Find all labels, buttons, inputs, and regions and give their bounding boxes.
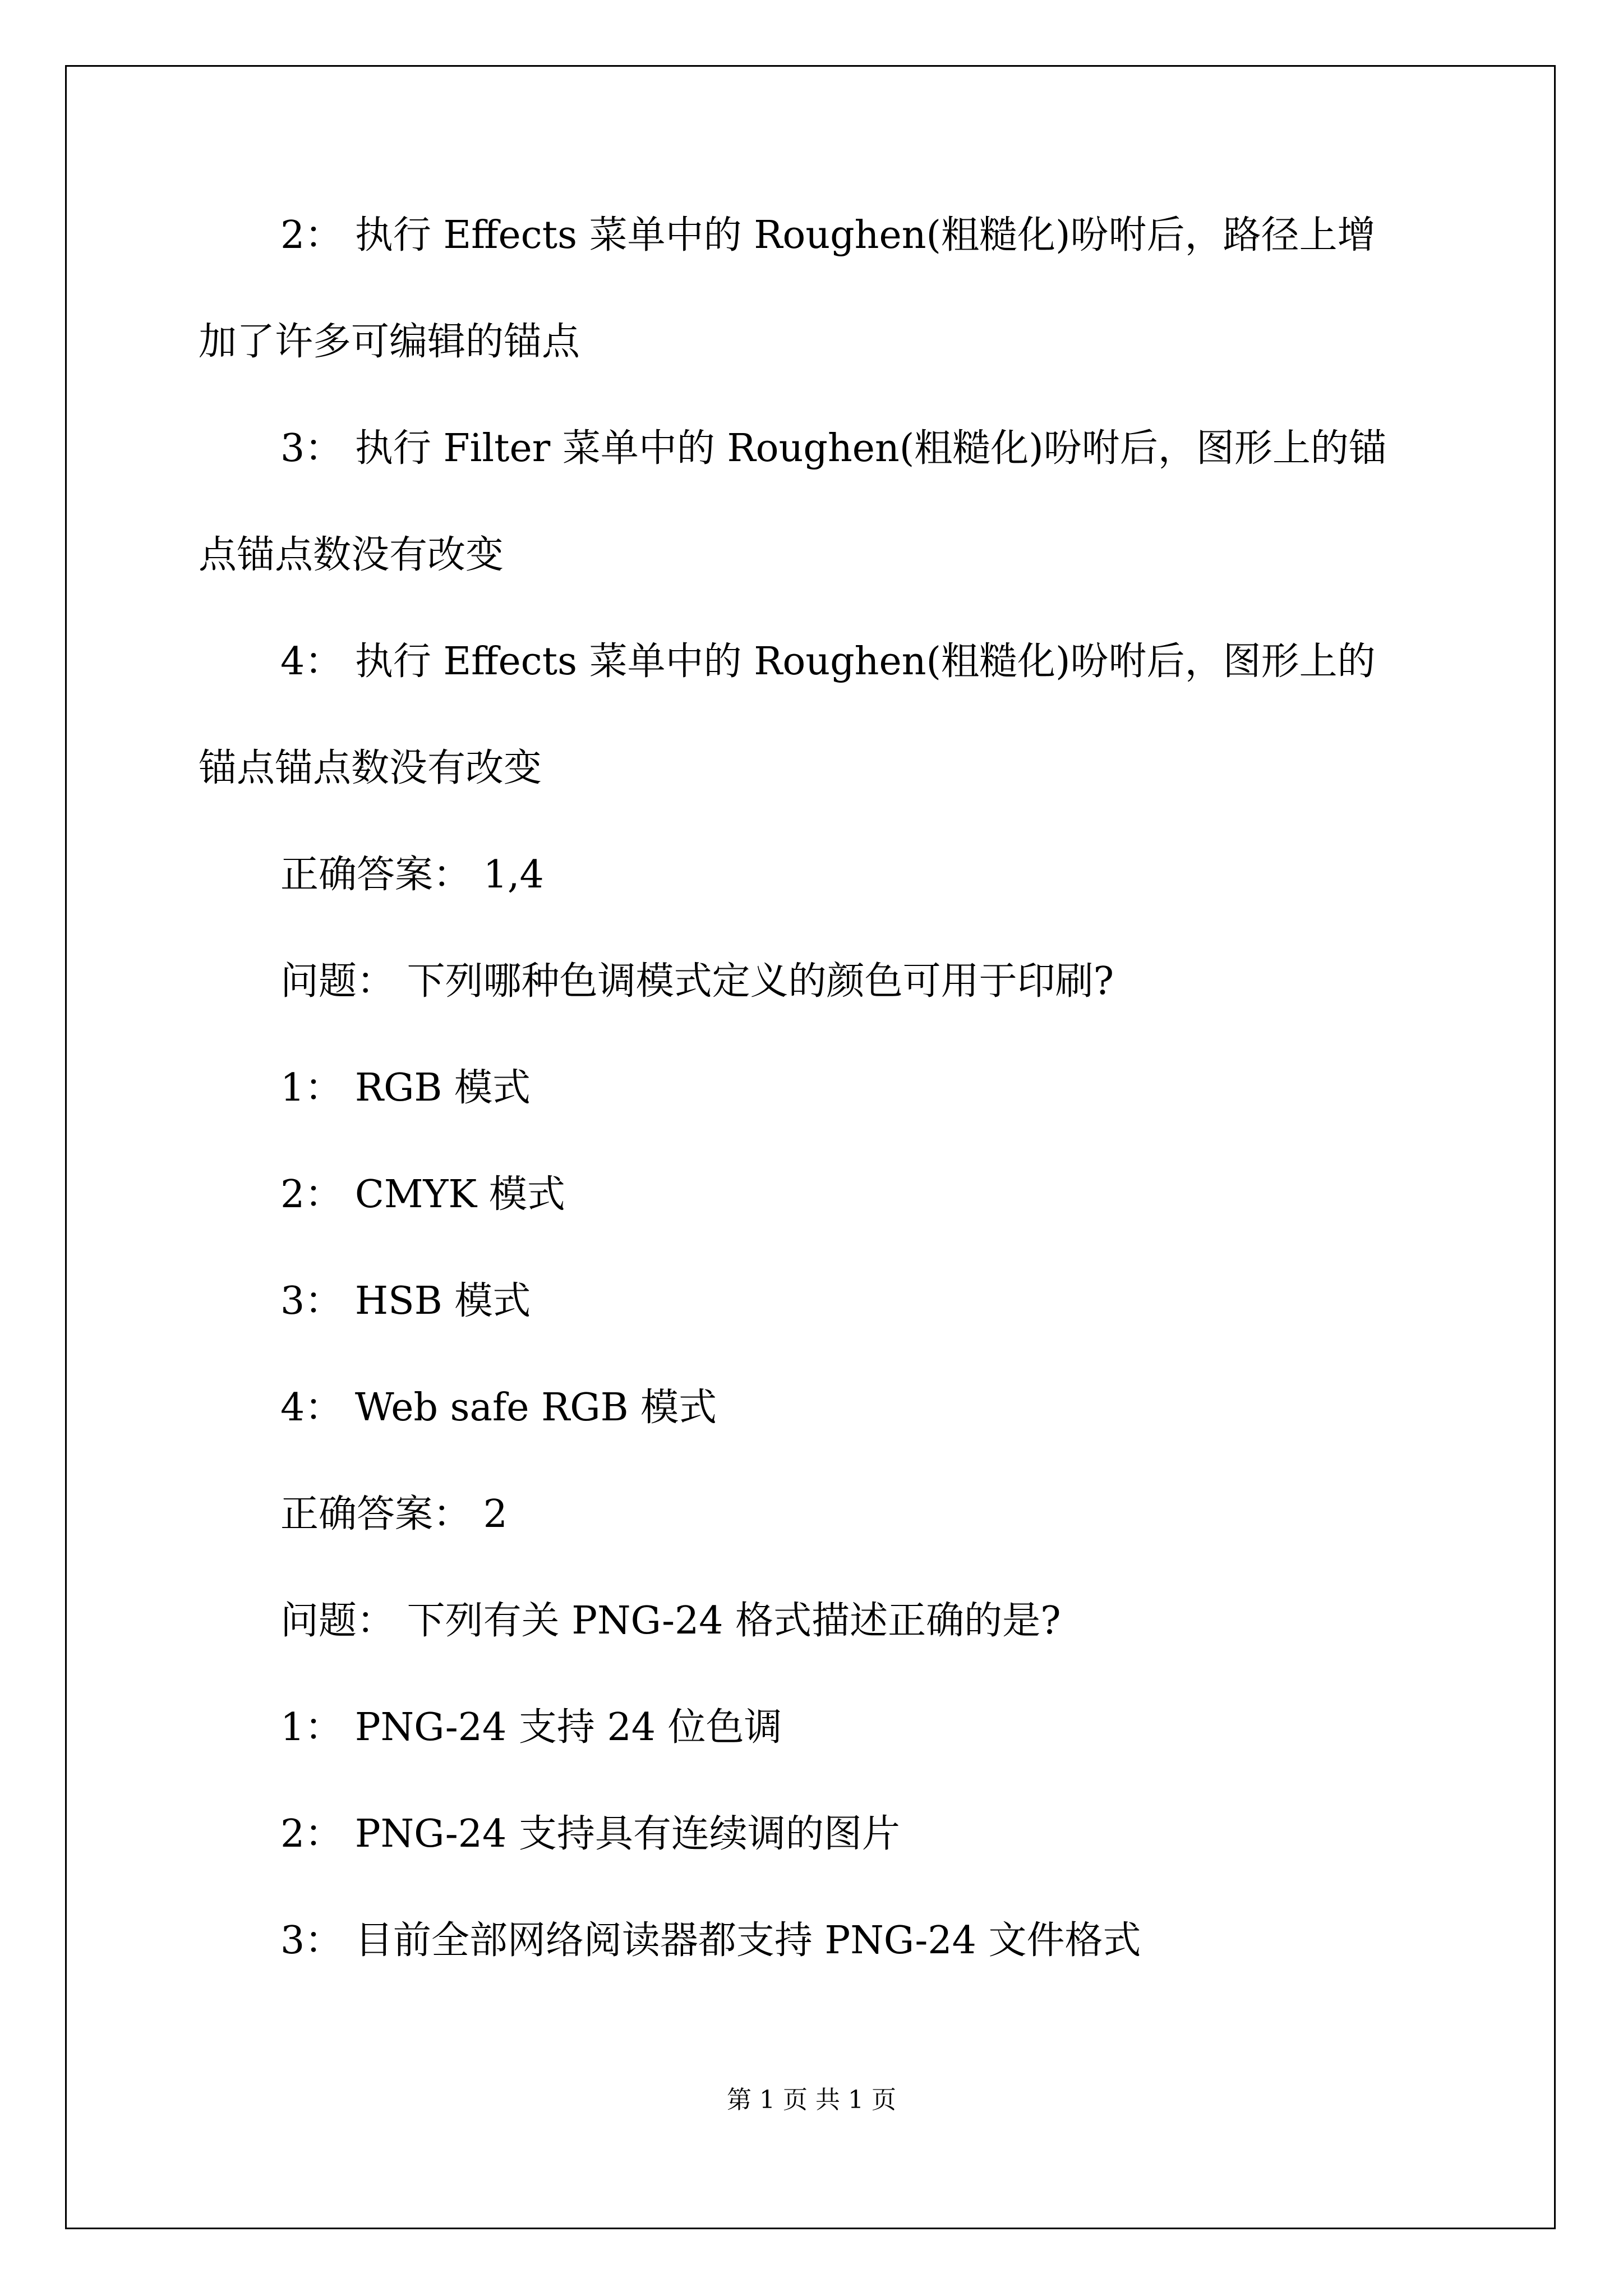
text-line: 加了许多可编辑的锚点	[199, 320, 580, 364]
text-line: 3： 执行 Filter 菜单中的 Roughen(粗糙化)吩咐后，图形上的锚	[280, 426, 1387, 471]
text-line: 4： 执行 Effects 菜单中的 Roughen(粗糙化)吩咐后，图形上的	[280, 639, 1376, 684]
option-line: 1： RGB 模式	[280, 1066, 531, 1110]
answer-line: 正确答案： 1,4	[280, 853, 544, 897]
text-line: 点锚点数没有改变	[199, 533, 504, 577]
option-line: 1： PNG-24 支持 24 位色调	[280, 1705, 782, 1750]
question-line: 问题： 下列哪种色调模式定义的颜色可用于印刷?	[280, 959, 1114, 1004]
answer-line: 正确答案： 2	[280, 1492, 508, 1536]
option-line: 3： 目前全部网络阅读器都支持 PNG-24 文件格式	[280, 1918, 1141, 1963]
option-line: 2： CMYK 模式	[280, 1172, 565, 1217]
page-border	[65, 65, 1556, 2229]
page-footer: 第 1 页 共 1 页	[727, 2086, 896, 2114]
text-line: 2： 执行 Effects 菜单中的 Roughen(粗糙化)吩咐后，路径上增	[280, 213, 1376, 257]
text-line: 锚点锚点数没有改变	[199, 746, 542, 790]
option-line: 4： Web safe RGB 模式	[280, 1386, 717, 1430]
option-line: 3： HSB 模式	[280, 1279, 531, 1323]
question-line: 问题： 下列有关 PNG-24 格式描述正确的是?	[280, 1599, 1061, 1643]
option-line: 2： PNG-24 支持具有连续调的图片	[280, 1812, 900, 1856]
